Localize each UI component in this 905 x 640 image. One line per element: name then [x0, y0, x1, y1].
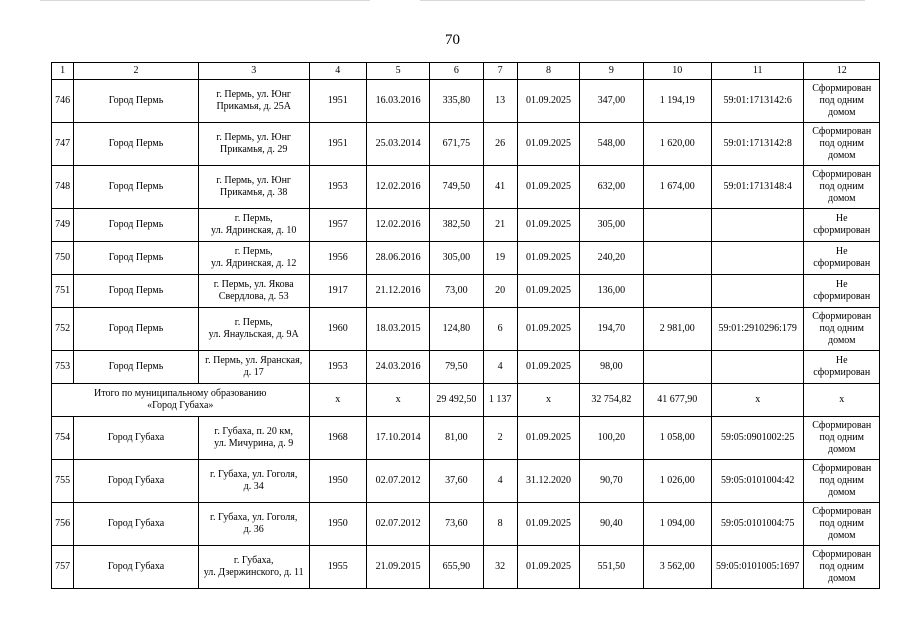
municipality: Город Губаха [74, 503, 199, 546]
table-row [52, 242, 880, 275]
survey-date: 21.12.2016 [366, 275, 429, 308]
residents: 4 [483, 460, 517, 503]
area-value: 90,70 [580, 460, 643, 503]
total-value: 29 492,50 [430, 384, 483, 417]
land-status: Сформирован под одним домом [804, 166, 880, 209]
survey-date: 16.03.2016 [366, 80, 429, 123]
residents: 41 [483, 166, 517, 209]
area: 382,50 [430, 209, 483, 242]
cadastral-number: 59:01:1713148:4 [711, 166, 804, 209]
year: 1917 [309, 275, 366, 308]
cadastral-number [711, 275, 804, 308]
residents: 13 [483, 80, 517, 123]
cadastral-number [711, 351, 804, 384]
address: г. Губаха, п. 20 км, ул. Мичурина, д. 9 [198, 417, 309, 460]
land-area: 1 674,00 [643, 166, 711, 209]
area: 749,50 [430, 166, 483, 209]
municipality: Город Пермь [74, 275, 199, 308]
table-row [52, 546, 880, 589]
row-number: 754 [52, 417, 74, 460]
address: г. Пермь, ул. Янаульская, д. 9А [198, 308, 309, 351]
address: г. Пермь, ул. Яранская, д. 17 [198, 351, 309, 384]
land-area: 1 620,00 [643, 123, 711, 166]
column-header: 11 [711, 63, 804, 80]
municipality: Город Губаха [74, 417, 199, 460]
residents: 20 [483, 275, 517, 308]
area: 73,00 [430, 275, 483, 308]
cadastral-number [711, 209, 804, 242]
residents: 2 [483, 417, 517, 460]
total-value: 41 677,90 [643, 384, 711, 417]
address: г. Губаха, ул. Гоголя, д. 36 [198, 503, 309, 546]
year: 1951 [309, 123, 366, 166]
year: 1960 [309, 308, 366, 351]
cadastral-number: 59:05:0101004:75 [711, 503, 804, 546]
total-value: х [309, 384, 366, 417]
land-status: Сформирован под одним домом [804, 80, 880, 123]
municipality: Город Пермь [74, 351, 199, 384]
area-value: 240,20 [580, 242, 643, 275]
row-number: 747 [52, 123, 74, 166]
area: 79,50 [430, 351, 483, 384]
cadastral-number: 59:01:1713142:8 [711, 123, 804, 166]
deadline: 01.09.2025 [517, 351, 579, 384]
table-row [52, 123, 880, 166]
area-value: 632,00 [580, 166, 643, 209]
land-area [643, 209, 711, 242]
survey-date: 24.03.2016 [366, 351, 429, 384]
column-header: 12 [804, 63, 880, 80]
address: г. Губаха, ул. Дзержинского, д. 11 [198, 546, 309, 589]
area-value: 305,00 [580, 209, 643, 242]
municipality: Город Пермь [74, 123, 199, 166]
deadline: 01.09.2025 [517, 546, 579, 589]
survey-date: 21.09.2015 [366, 546, 429, 589]
table-row [52, 80, 880, 123]
area: 81,00 [430, 417, 483, 460]
cadastral-number [711, 242, 804, 275]
area-value: 98,00 [580, 351, 643, 384]
land-area: 1 094,00 [643, 503, 711, 546]
table-row [52, 209, 880, 242]
land-area: 1 194,19 [643, 80, 711, 123]
cadastral-number: 59:01:1713142:6 [711, 80, 804, 123]
row-number: 750 [52, 242, 74, 275]
year: 1950 [309, 503, 366, 546]
area: 671,75 [430, 123, 483, 166]
survey-date: 25.03.2014 [366, 123, 429, 166]
land-status: Не сформирован [804, 242, 880, 275]
total-value: х [366, 384, 429, 417]
deadline: 31.12.2020 [517, 460, 579, 503]
page-number: 70 [445, 32, 460, 48]
land-status: Не сформирован [804, 209, 880, 242]
land-area: 1 026,00 [643, 460, 711, 503]
row-number: 755 [52, 460, 74, 503]
address: г. Пермь, ул. Юнг Прикамья, д. 25А [198, 80, 309, 123]
residents: 4 [483, 351, 517, 384]
land-area [643, 351, 711, 384]
address: г. Пермь, ул. Ядринская, д. 12 [198, 242, 309, 275]
table-row [52, 275, 880, 308]
cadastral-number: 59:05:0901002:25 [711, 417, 804, 460]
total-value: х [711, 384, 804, 417]
deadline: 01.09.2025 [517, 275, 579, 308]
land-status: Сформирован под одним домом [804, 417, 880, 460]
area-value: 136,00 [580, 275, 643, 308]
land-area: 1 058,00 [643, 417, 711, 460]
residents: 6 [483, 308, 517, 351]
header-row [52, 63, 880, 80]
top-rule-right [420, 0, 865, 1]
total-value: 1 137 [483, 384, 517, 417]
municipality: Город Губаха [74, 460, 199, 503]
top-rule-left [40, 0, 370, 1]
table-row [52, 351, 880, 384]
column-header: 3 [198, 63, 309, 80]
year: 1957 [309, 209, 366, 242]
year: 1953 [309, 166, 366, 209]
survey-date: 12.02.2016 [366, 166, 429, 209]
survey-date: 17.10.2014 [366, 417, 429, 460]
row-number: 751 [52, 275, 74, 308]
column-header: 9 [580, 63, 643, 80]
column-header: 2 [74, 63, 199, 80]
total-value: х [804, 384, 880, 417]
residents: 21 [483, 209, 517, 242]
column-header: 8 [517, 63, 579, 80]
deadline: 01.09.2025 [517, 209, 579, 242]
area-value: 347,00 [580, 80, 643, 123]
land-status: Сформирован под одним домом [804, 460, 880, 503]
deadline: 01.09.2025 [517, 503, 579, 546]
land-area [643, 242, 711, 275]
total-value: 32 754,82 [580, 384, 643, 417]
area-value: 100,20 [580, 417, 643, 460]
municipality: Город Пермь [74, 242, 199, 275]
total-row [52, 384, 880, 417]
address: г. Пермь, ул. Юнг Прикамья, д. 38 [198, 166, 309, 209]
year: 1956 [309, 242, 366, 275]
address: г. Пермь, ул. Ядринская, д. 10 [198, 209, 309, 242]
cadastral-number: 59:01:2910296:179 [711, 308, 804, 351]
column-header: 5 [366, 63, 429, 80]
residents: 8 [483, 503, 517, 546]
municipality: Город Губаха [74, 546, 199, 589]
row-number: 746 [52, 80, 74, 123]
address: г. Пермь, ул. Юнг Прикамья, д. 29 [198, 123, 309, 166]
survey-date: 18.03.2015 [366, 308, 429, 351]
deadline: 01.09.2025 [517, 80, 579, 123]
year: 1951 [309, 80, 366, 123]
municipality: Город Пермь [74, 209, 199, 242]
survey-date: 02.07.2012 [366, 503, 429, 546]
row-number: 752 [52, 308, 74, 351]
table-row [52, 166, 880, 209]
year: 1955 [309, 546, 366, 589]
row-number: 748 [52, 166, 74, 209]
table-row [52, 503, 880, 546]
deadline: 01.09.2025 [517, 308, 579, 351]
land-status: Сформирован под одним домом [804, 308, 880, 351]
year: 1953 [309, 351, 366, 384]
land-status: Сформирован под одним домом [804, 546, 880, 589]
municipality: Город Пермь [74, 308, 199, 351]
land-status: Сформирован под одним домом [804, 503, 880, 546]
total-label: Итого по муниципальному образованию «Город Губаха» [52, 384, 310, 417]
area: 305,00 [430, 242, 483, 275]
area: 335,80 [430, 80, 483, 123]
table-row [52, 460, 880, 503]
row-number: 753 [52, 351, 74, 384]
area: 124,80 [430, 308, 483, 351]
area-value: 90,40 [580, 503, 643, 546]
column-header: 10 [643, 63, 711, 80]
table-row [52, 417, 880, 460]
deadline: 01.09.2025 [517, 242, 579, 275]
residents: 19 [483, 242, 517, 275]
cadastral-number: 59:05:0101004:42 [711, 460, 804, 503]
land-status: Не сформирован [804, 351, 880, 384]
area-value: 551,50 [580, 546, 643, 589]
land-status: Не сформирован [804, 275, 880, 308]
table-row [52, 308, 880, 351]
area: 73,60 [430, 503, 483, 546]
area-value: 548,00 [580, 123, 643, 166]
deadline: 01.09.2025 [517, 123, 579, 166]
year: 1968 [309, 417, 366, 460]
deadline: 01.09.2025 [517, 166, 579, 209]
total-value: х [517, 384, 579, 417]
address: г. Пермь, ул. Якова Свердлова, д. 53 [198, 275, 309, 308]
address: г. Губаха, ул. Гоголя, д. 34 [198, 460, 309, 503]
row-number: 757 [52, 546, 74, 589]
register-table [51, 62, 880, 589]
land-status: Сформирован под одним домом [804, 123, 880, 166]
survey-date: 12.02.2016 [366, 209, 429, 242]
survey-date: 02.07.2012 [366, 460, 429, 503]
deadline: 01.09.2025 [517, 417, 579, 460]
column-header: 1 [52, 63, 74, 80]
municipality: Город Пермь [74, 80, 199, 123]
land-area: 2 981,00 [643, 308, 711, 351]
land-area [643, 275, 711, 308]
survey-date: 28.06.2016 [366, 242, 429, 275]
cadastral-number: 59:05:0101005:1697 [711, 546, 804, 589]
row-number: 749 [52, 209, 74, 242]
residents: 26 [483, 123, 517, 166]
year: 1950 [309, 460, 366, 503]
land-area: 3 562,00 [643, 546, 711, 589]
municipality: Город Пермь [74, 166, 199, 209]
area: 37,60 [430, 460, 483, 503]
row-number: 756 [52, 503, 74, 546]
residents: 32 [483, 546, 517, 589]
column-header: 6 [430, 63, 483, 80]
area-value: 194,70 [580, 308, 643, 351]
column-header: 4 [309, 63, 366, 80]
area: 655,90 [430, 546, 483, 589]
column-header: 7 [483, 63, 517, 80]
